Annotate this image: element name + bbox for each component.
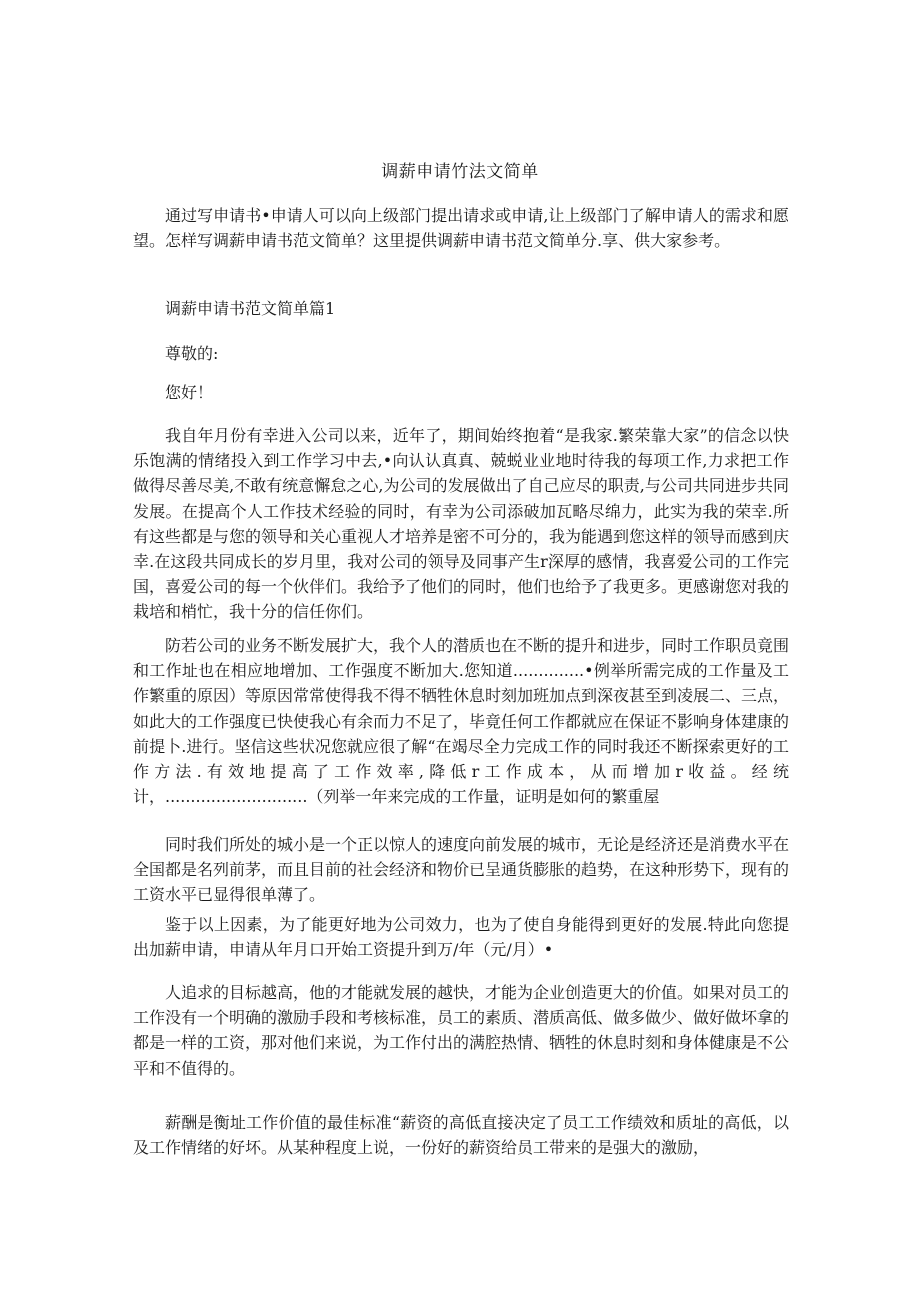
body-paragraph: 鉴于以上因素，为了能更好地为公司效力，也为了使自身能得到更好的发展.特此向您提出加薪申请，申请从年月口开始工资提升到万/年（元/月）• xyxy=(133,915,789,960)
body-paragraph: 同时我们所处的城小是一个正以惊人的速度向前发展的城市，无论是经济还是消费水平在全国都是名列前茅，而且目前的社会经济和物价已呈通货膨胀的趋势，在这种形势下，现有的工资水平已显得很单薄了。 xyxy=(133,835,790,905)
body-paragraph: 防若公司的业务不断发展扩大，我个人的潜质也在不断的提升和进步，同时工作职员竟围和工作址也在相应地增加、工作强度不断加大.您知道..............•例举所需完成的工作量及工作繁重的原因）等原因常常使得我不得不牺牲休息时刻加班加点到深夜甚至到凌展二、三点，如此大的工作强度已快使我心有余而力不足了，毕竟任何工作都就应在保证不影响身体建康的前提卜.进行。坚信这些状况您就应很了解“在竭尽全力完成工作的同时我还不断探索更好的工作方法.有效地提高了工作效率,降低r工作成本，从而增加r收益。经统计，............................（列举一年来完成的工作量，证明是如何的繁重屋 xyxy=(133,636,790,807)
body-paragraph: 人追求的目标越高，他的才能就发展的越快，才能为企业创造更大的价值。如果对员工的工作没有一个明确的激励手段和考核标准，员工的素质、潜质高低、做多做少、做好做坏拿的都是一样的工资，那对他们来说，为工作付出的满腔热情、牺牲的休息时刻和身体健康是不公平和不值得的。 xyxy=(133,983,790,1078)
section-heading: 调薪申请书范文简单篇1 xyxy=(165,299,336,318)
salutation: 尊敬的: xyxy=(165,344,219,363)
body-paragraph: 我自年月份有幸进入公司以来，近年了，期间始终抱着“是我家.繁荣靠大家”的信念以快乐饱满的情绪投入到工作学习中去,•向认认真真、兢蜕业业地时待我的每项工作,力求把工作做得尽善尽美,不敢有统意懈怠之心,为公司的发展做出了自己应尽的职责,与公司共同进步共同发展。在提高个人工作技术经验的同时，有幸为公司添破加瓦略尽绵力，此实为我的荣幸.所有这些都是与您的领导和关心重视人才培养是密不可分的，我为能遇到您这样的领导而感到庆幸.在这段共同成长的岁月里，我对公司的领导及同事产生r深厚的感情，我喜爱公司的工作完国，喜爱公司的每一个伙伴们。我给予了他们的同时，他们也给予了我更多。更感谢您对我的栽培和梢忙，我十分的信任你们。 xyxy=(133,426,790,622)
intro-paragraph: 通过写申请书•申请人可以向上级部门提出请求或申请,让上级部门了解申请人的需求和愿望。怎样写调薪申请书范文简单？这里提供调薪申请书范文简单分.享、供大家参考。 xyxy=(133,206,789,251)
greeting: 您好！ xyxy=(165,383,214,402)
body-paragraph: 薪酬是衡址工作价值的最佳标准“薪资的高低直接决定了员工工作绩效和质址的高低，以及工作情绪的好坏。从某种程度上说，一份好的薪资给员工带来的是强大的激励， xyxy=(133,1113,789,1158)
document-title: 调薪申请竹法文简单 xyxy=(381,162,539,182)
